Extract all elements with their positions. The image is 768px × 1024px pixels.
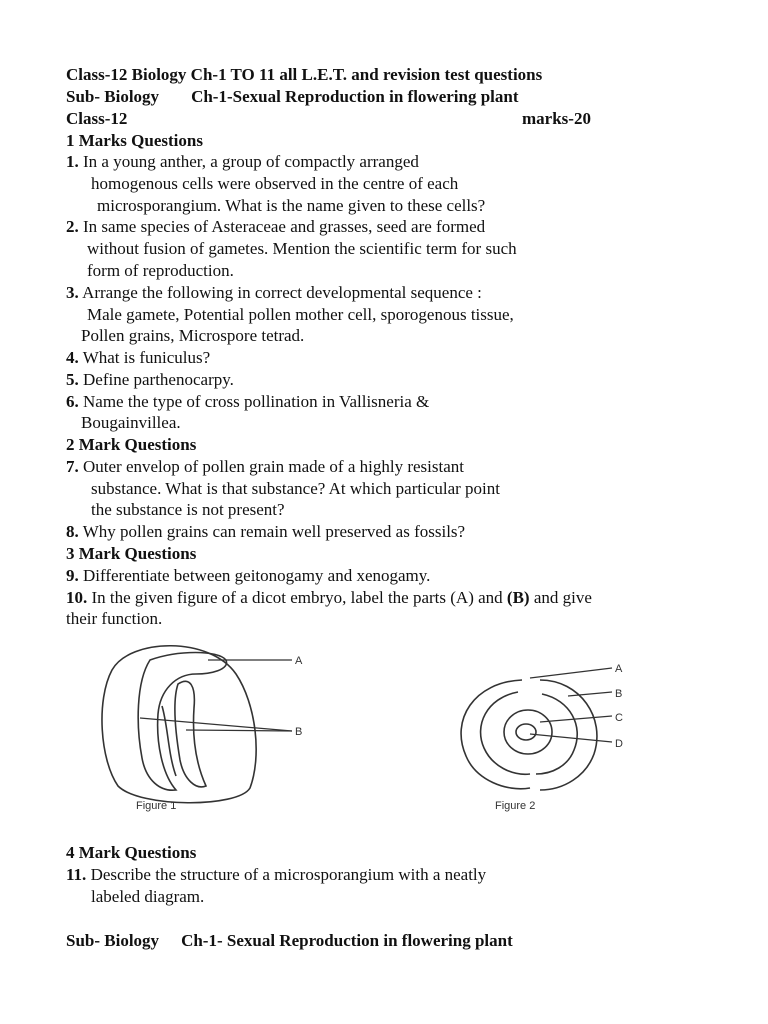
question-text: the substance is not present? bbox=[91, 500, 285, 519]
question-6 bbox=[66, 391, 429, 412]
question-number: 2. bbox=[66, 217, 79, 236]
question-text: Differentiate between geitonogamy and xenogamy. bbox=[83, 566, 431, 585]
question-number: 5. bbox=[66, 370, 79, 389]
question-text: without fusion of gametes. Mention the scientific term for such bbox=[87, 239, 517, 258]
pointer-line-b bbox=[568, 692, 612, 696]
question-text: homogenous cells were observed in the centre of each bbox=[91, 174, 459, 193]
question-number: 7. bbox=[66, 457, 79, 476]
section-three-mark: 3 Mark Questions bbox=[66, 544, 197, 563]
section-two-mark: 2 Mark Questions bbox=[66, 435, 197, 454]
question-number: 4. bbox=[66, 348, 79, 367]
fig2-label-c: C bbox=[615, 712, 623, 724]
question-number: 8. bbox=[66, 522, 79, 541]
fig2-label-d: D bbox=[615, 738, 623, 750]
question-text: Outer envelop of pollen grain made of a highly resistant bbox=[83, 457, 464, 476]
question-text: What is funiculus? bbox=[82, 348, 211, 367]
question-text: their function. bbox=[66, 609, 163, 628]
subject-label: Sub- Biology bbox=[66, 931, 160, 950]
chapter-label: Ch-1-Sexual Reproduction in flowering plant bbox=[191, 87, 519, 106]
question-text: Name the type of cross pollination in Vallisneria & bbox=[83, 392, 430, 411]
question-text: labeled diagram. bbox=[91, 887, 205, 906]
question-text: Male gamete, Potential pollen mother cell, sporogenous tissue, bbox=[87, 305, 514, 324]
question-10 bbox=[66, 587, 592, 608]
fig1-label-a: A bbox=[295, 655, 303, 667]
question-text: form of reproduction. bbox=[87, 261, 234, 280]
fig2-caption: Figure 2 bbox=[495, 800, 536, 812]
middle-arc-right bbox=[536, 694, 577, 774]
inner-ring bbox=[504, 710, 552, 754]
figure-2 bbox=[461, 668, 612, 790]
fig2-label-a: A bbox=[615, 663, 623, 675]
question-text: and give bbox=[533, 588, 592, 607]
figure-1 bbox=[102, 646, 292, 803]
question-text-bold: (B) bbox=[506, 588, 530, 607]
question-text: substance. What is that substance? At which particular point bbox=[91, 479, 500, 498]
section-four-mark: 4 Mark Questions bbox=[66, 843, 197, 862]
question-number: 10. bbox=[66, 588, 88, 607]
question-text: microsporangium. What is the name given to these cells? bbox=[97, 196, 486, 215]
pointer-line-d bbox=[530, 734, 612, 742]
fig1-label-b: B bbox=[295, 726, 303, 738]
question-4 bbox=[66, 347, 210, 368]
chapter-label: Ch-1- Sexual Reproduction in flowering plant bbox=[181, 931, 513, 950]
question-number: 6. bbox=[66, 392, 79, 411]
question-text: Bougainvillea. bbox=[81, 413, 181, 432]
pointer-line-a bbox=[530, 668, 612, 678]
question-text: In a young anther, a group of compactly arranged bbox=[83, 152, 419, 171]
question-text: Pollen grains, Microspore tetrad. bbox=[81, 326, 305, 345]
outer-arc-left bbox=[461, 680, 530, 789]
question-number: 11. bbox=[66, 865, 87, 884]
question-2 bbox=[66, 216, 485, 237]
middle-arc-left bbox=[481, 692, 530, 774]
fig2-label-b: B bbox=[615, 688, 623, 700]
question-number: 9. bbox=[66, 566, 79, 585]
question-8 bbox=[66, 521, 465, 542]
question-9 bbox=[66, 565, 430, 586]
embryo-figures bbox=[0, 630, 768, 830]
question-5 bbox=[66, 369, 234, 390]
question-7 bbox=[66, 456, 464, 477]
question-text: Define parthenocarpy. bbox=[83, 370, 234, 389]
pointer-line-b-1 bbox=[140, 718, 292, 731]
question-text: In the given figure of a dicot embryo, label the parts (A) and bbox=[91, 588, 503, 607]
question-number: 3. bbox=[66, 283, 79, 302]
question-number: 1. bbox=[66, 152, 79, 171]
question-text: Why pollen grains can remain well preserved as fossils? bbox=[82, 522, 466, 541]
question-text: Describe the structure of a microsporangium with a neatly bbox=[90, 865, 487, 884]
question-1 bbox=[66, 151, 419, 172]
section-one-mark: 1 Marks Questions bbox=[66, 131, 203, 150]
doc-title: Class-12 Biology Ch-1 TO 11 all L.E.T. and revision test questions bbox=[66, 65, 543, 84]
question-text: Arrange the following in correct developmental sequence : bbox=[82, 283, 482, 302]
question-11 bbox=[66, 864, 486, 885]
core-ring bbox=[516, 724, 536, 740]
class-label: Class-12 bbox=[66, 109, 128, 128]
fig1-caption: Figure 1 bbox=[136, 800, 177, 812]
subject-line bbox=[66, 86, 519, 107]
question-text: In same species of Asteraceae and grasses, seed are formed bbox=[83, 217, 486, 236]
embryo-outline bbox=[102, 646, 256, 803]
question-3 bbox=[66, 282, 482, 303]
embryo-axis bbox=[175, 681, 206, 787]
footer-subject-line bbox=[66, 930, 513, 951]
subject-label: Sub- Biology bbox=[66, 87, 160, 106]
marks-label: marks-20 bbox=[522, 109, 591, 128]
pointer-line-c bbox=[540, 716, 612, 722]
